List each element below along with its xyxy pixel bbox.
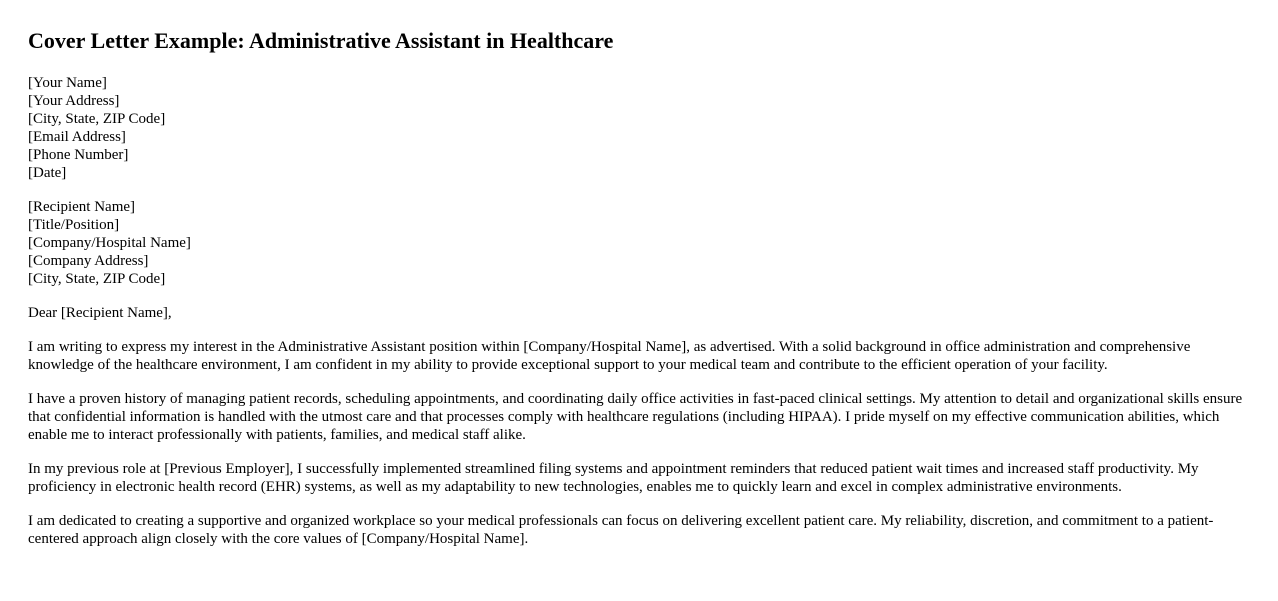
- recipient-title: [Title/Position]: [28, 217, 120, 233]
- sender-address-block: [28, 74, 1250, 182]
- page-title: Cover Letter Example: Administrative Assistant in Healthcare: [28, 28, 614, 53]
- recipient-address: [Company Address]: [28, 253, 149, 269]
- recipient-address-block: [28, 198, 1250, 288]
- body-paragraph-4: I am dedicated to creating a supportive and organized workplace so your medical professionals can focus on delivering excellent patient care. My reliability, discretion, and commitment to a patient-centered approach align closely with the core values of [Company/Hospital Name].: [28, 513, 1214, 547]
- sender-city-state-zip: [City, State, ZIP Code]: [28, 111, 166, 127]
- recipient-name: [Recipient Name]: [28, 199, 136, 215]
- sender-name: [Your Name]: [28, 75, 107, 91]
- sender-email: [Email Address]: [28, 129, 126, 145]
- recipient-city-state-zip: [City, State, ZIP Code]: [28, 271, 166, 287]
- body-paragraph-3: In my previous role at [Previous Employer], I successfully implemented streamlined filing systems and appointment reminders that reduced patient wait times and increased staff productivity. My proficiency in electronic health record (EHR) systems, as well as my adaptability to new technologies, enables me to quickly learn and excel in complex administrative environments.: [28, 461, 1199, 495]
- body-paragraph-1: I am writing to express my interest in the Administrative Assistant position within [Company/Hospital Name], as advertised. With a solid background in office administration and comprehensive knowledge of the healthcare environment, I am confident in my ability to provide exceptional support to your medical team and contribute to the efficient operation of your facility.: [28, 339, 1191, 373]
- sender-address: [Your Address]: [28, 93, 120, 109]
- sender-phone: [Phone Number]: [28, 147, 129, 163]
- salutation: Dear [Recipient Name],: [28, 305, 172, 321]
- letter-date: [Date]: [28, 165, 67, 181]
- recipient-company: [Company/Hospital Name]: [28, 235, 191, 251]
- body-paragraph-2: I have a proven history of managing patient records, scheduling appointments, and coordinating daily office activities in fast-paced clinical settings. My attention to detail and organizational skills ensure that confidential information is handled with the utmost care and that processes comply with healthcare regulations (including HIPAA). I pride myself on my effective communication abilities, which enable me to interact professionally with patients, families, and medical staff alike.: [28, 391, 1243, 443]
